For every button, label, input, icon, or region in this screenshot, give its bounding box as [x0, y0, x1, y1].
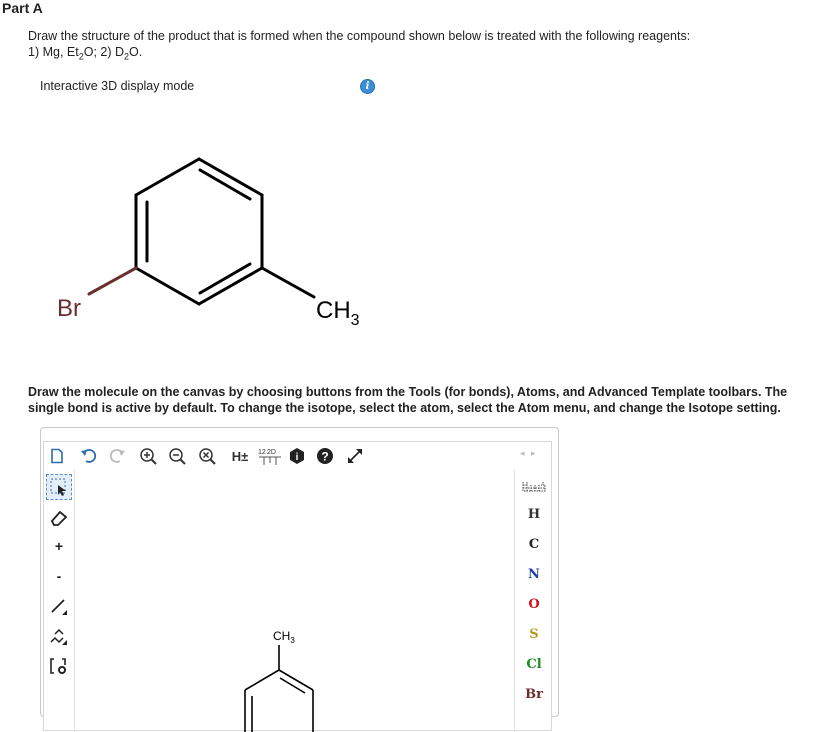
question-text — [28, 28, 690, 65]
question-line-2: 1) Mg, $Et_2O$; 2) $D_2O$. — [28, 45, 143, 62]
atom-button-c[interactable]: C — [528, 537, 540, 552]
chain-tool-icon[interactable] — [47, 624, 71, 648]
methyl-label: $CH_3$ — [316, 297, 360, 329]
tools-toolbar — [44, 470, 75, 732]
atom-button-cl[interactable]: Cl — [526, 657, 542, 672]
canvas-ring-bond-1 — [245, 670, 279, 690]
positive-charge-button[interactable]: + — [54, 538, 64, 554]
canvas-double-bond — [280, 678, 305, 693]
bromine-bond — [89, 268, 136, 294]
info-hexagon-label: i — [295, 452, 299, 463]
info-icon[interactable]: i — [360, 79, 375, 94]
fullscreen-icon[interactable] — [344, 445, 366, 467]
top-toolbar — [44, 442, 551, 470]
clean-2d-button[interactable] — [257, 445, 283, 467]
clean-2d-label-12: 12 — [258, 449, 266, 456]
clean-2d-label-2d: 2D — [267, 449, 276, 456]
template-bracket-icon[interactable] — [47, 654, 71, 678]
molecule-structure — [0, 140, 420, 340]
editor-frame — [43, 441, 552, 731]
ring-bond-4 — [136, 268, 199, 304]
atom-button-s[interactable]: S — [529, 627, 539, 642]
eraser-icon[interactable] — [47, 505, 71, 529]
question-line-1: Draw the structure of the product that is formed when the compound shown below is treated with the following reagents: — [28, 29, 691, 43]
info-hexagon-icon[interactable] — [286, 445, 308, 467]
negative-charge-button[interactable]: - — [56, 568, 62, 584]
new-document-icon[interactable] — [46, 445, 68, 467]
atom-button-br[interactable]: Br — [525, 687, 543, 702]
ring-bond-3 — [199, 268, 262, 304]
bromine-label: Br — [57, 295, 81, 322]
methyl-bond — [262, 268, 314, 297]
zoom-reset-icon[interactable] — [196, 445, 218, 467]
ring-bond-1 — [199, 159, 262, 195]
zoom-in-icon[interactable] — [137, 445, 159, 467]
atom-button-o[interactable]: O — [528, 597, 540, 612]
atom-button-h[interactable]: H — [527, 507, 541, 522]
display-mode-label: Interactive 3D display mode — [40, 79, 195, 93]
zoom-out-icon[interactable] — [166, 445, 188, 467]
undo-icon[interactable] — [78, 445, 100, 467]
help-label: ? — [321, 449, 329, 464]
toggle-hydrogens-button[interactable]: H± — [231, 448, 249, 464]
periodic-table-icon[interactable] — [515, 474, 553, 498]
drawing-canvas[interactable] — [75, 470, 513, 732]
select-lasso-icon[interactable] — [47, 475, 71, 499]
atom-button-n[interactable]: N — [528, 567, 540, 582]
atoms-toolbar — [514, 470, 553, 732]
part-title: Part A — [2, 0, 43, 16]
drawing-instructions: Draw the molecule on the canvas by choosing buttons from the Tools (for bonds), Atoms, and Advanced Template toolbars. The single bond is active by default. To change the isotope, select the atom, select the Atom menu, and change the Isotope setting. — [28, 385, 788, 415]
single-bond-icon[interactable] — [47, 594, 71, 618]
ring-bond-6 — [136, 159, 199, 195]
canvas-methyl-label: $CH_3$ — [273, 629, 295, 645]
redo-icon[interactable] — [106, 445, 128, 467]
molecule-editor — [40, 427, 559, 717]
toolbar-nav-arrows[interactable]: ◂ ▸ — [520, 448, 538, 458]
help-icon[interactable] — [314, 445, 336, 467]
